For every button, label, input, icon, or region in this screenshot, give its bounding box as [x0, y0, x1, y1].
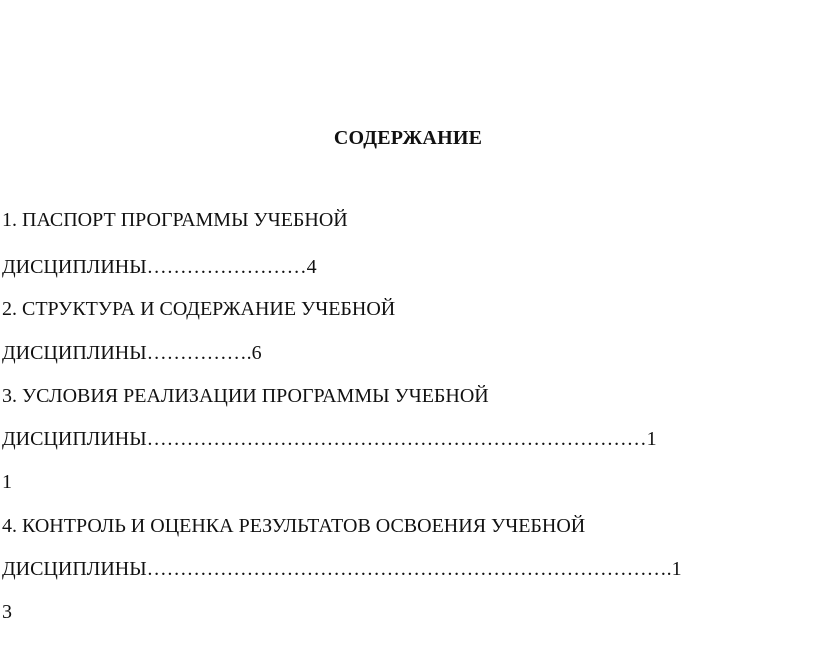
toc-item-1-line-2: ДИСЦИПЛИНЫ……………………4: [2, 256, 317, 278]
toc-item-4-line-2: ДИСЦИПЛИНЫ…………………………………………………………………….1: [2, 558, 682, 580]
toc-item-3-line-3: 1: [2, 471, 12, 493]
toc-item-4-line-1: 4. КОНТРОЛЬ И ОЦЕНКА РЕЗУЛЬТАТОВ ОСВОЕНИЯ УЧЕБНОЙ: [2, 515, 586, 537]
toc-item-3-line-2: ДИСЦИПЛИНЫ…………………………………………………………………1: [2, 428, 657, 450]
toc-item-2-line-2: ДИСЦИПЛИНЫ…………….6: [2, 342, 262, 364]
page-title: СОДЕРЖАНИЕ: [333, 127, 483, 149]
toc-item-2-line-1: 2. СТРУКТУРА И СОДЕРЖАНИЕ УЧЕБНОЙ: [2, 298, 396, 320]
toc-item-4-line-3: 3: [2, 601, 12, 623]
toc-item-1-line-1: 1. ПАСПОРТ ПРОГРАММЫ УЧЕБНОЙ: [2, 209, 348, 231]
toc-item-3-line-1: 3. УСЛОВИЯ РЕАЛИЗАЦИИ ПРОГРАММЫ УЧЕБНОЙ: [2, 385, 489, 407]
